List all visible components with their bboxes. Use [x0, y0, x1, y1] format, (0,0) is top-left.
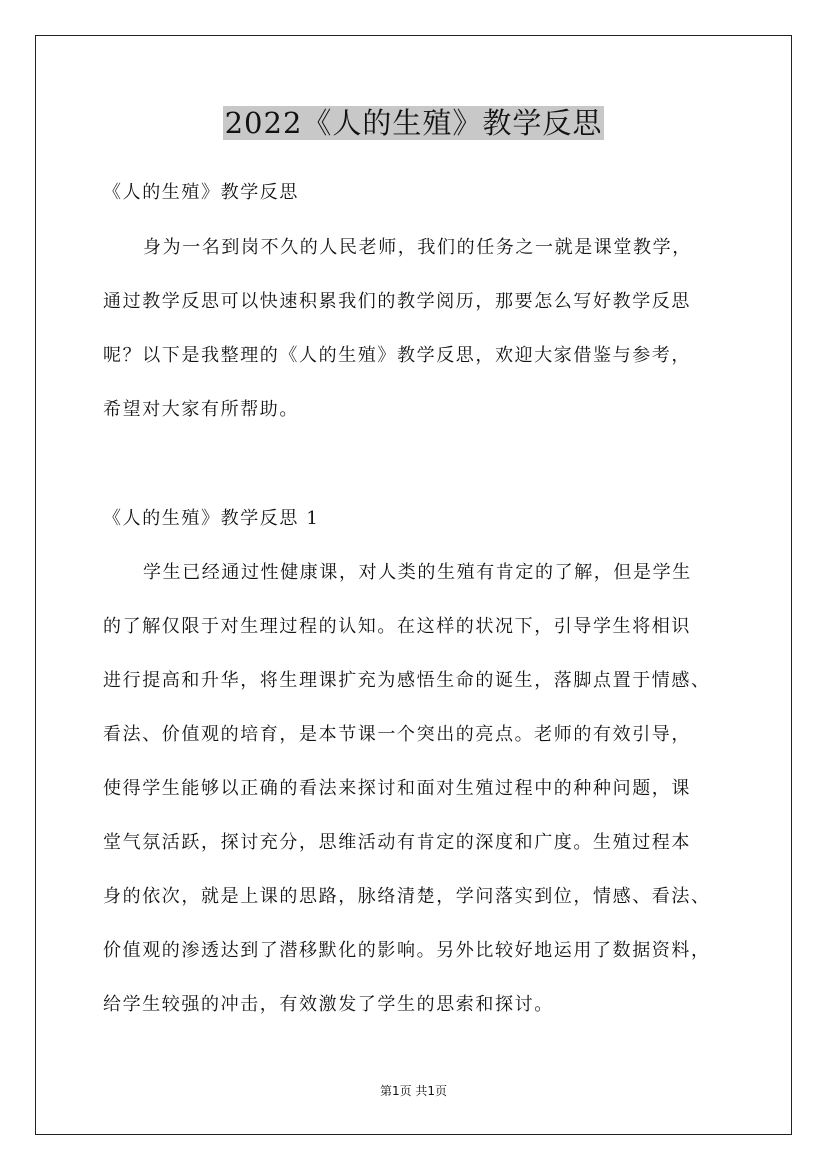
section-1-line-1: 学生已经通过性健康课，对人类的生殖有肯定的了解，但是学生 [143, 562, 692, 583]
subheading: 《人的生殖》教学反思 [103, 182, 299, 203]
section-1-line-7: 身的依次，就是上课的思路，脉络清楚，学问落实到位，情感、看法、 [103, 886, 711, 907]
document-title [0, 103, 827, 143]
section-1-line-5: 使得学生能够以正确的看法来探讨和面对生殖过程中的种种问题，课 [103, 778, 691, 799]
section-1-line-4: 看法、价值观的培育，是本节课一个突出的亮点。老师的有效引导， [103, 724, 691, 745]
intro-line-1: 身为一名到岗不久的人民老师，我们的任务之一就是课堂教学， [143, 237, 692, 258]
section-1-line-3: 进行提高和升华，将生理课扩充为感悟生命的诞生，落脚点置于情感、 [103, 670, 711, 691]
page-footer: 第1页 共1页 [379, 1084, 448, 1098]
document-title-text: 2022《人的生殖》教学反思 [224, 106, 603, 140]
section-1-line-6: 堂气氛活跃，探讨充分，思维活动有肯定的深度和广度。生殖过程本 [103, 832, 691, 853]
section-1-heading: 《人的生殖》教学反思 1 [103, 508, 320, 529]
intro-line-4: 希望对大家有所帮助。 [103, 399, 299, 420]
intro-line-3: 呢？以下是我整理的《人的生殖》教学反思，欢迎大家借鉴与参考， [103, 345, 691, 366]
section-1-line-9: 给学生较强的冲击，有效激发了学生的思索和探讨。 [103, 994, 554, 1015]
section-1-line-2: 的了解仅限于对生理过程的认知。在这样的状况下，引导学生将相识 [103, 616, 691, 637]
section-1-line-8: 价值观的渗透达到了潜移默化的影响。另外比较好地运用了数据资料， [103, 940, 711, 961]
intro-line-2: 通过教学反思可以快速积累我们的教学阅历，那要怎么写好教学反思 [103, 291, 691, 312]
